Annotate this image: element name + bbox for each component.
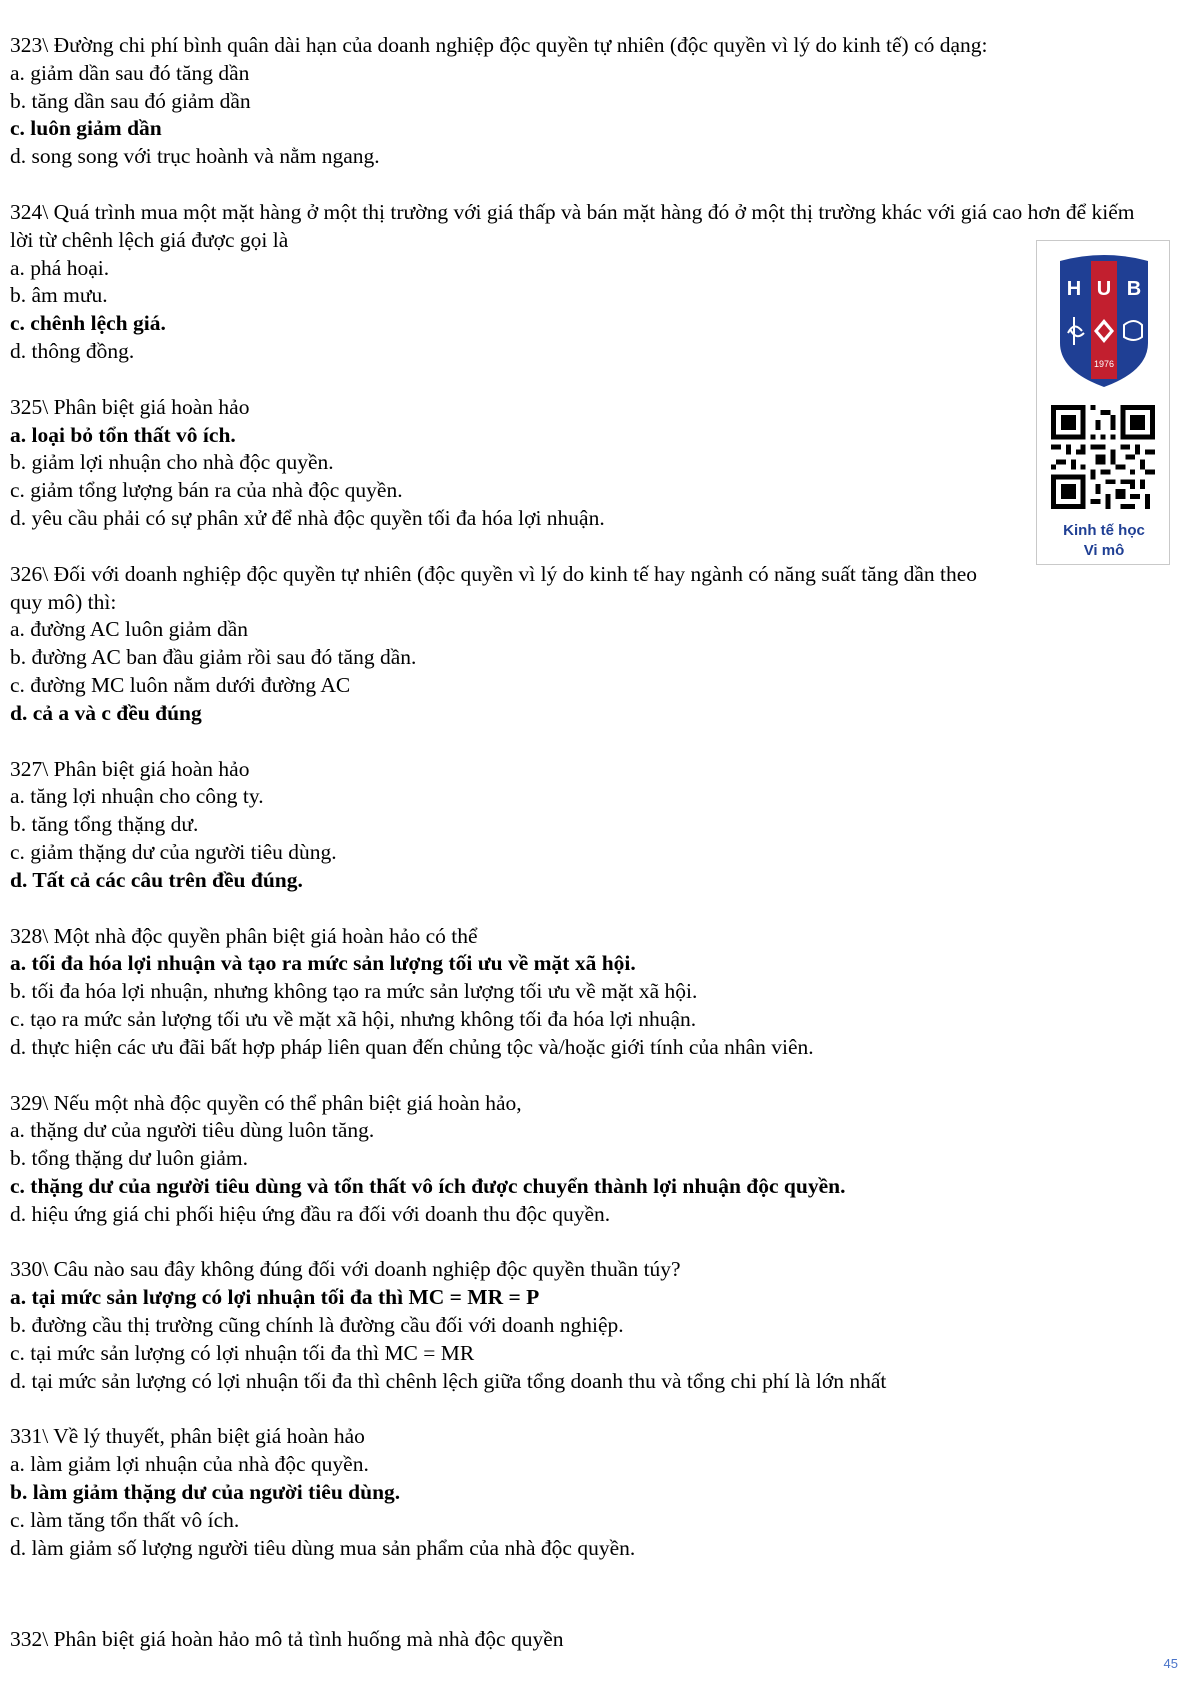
question-stem: 331\ Về lý thuyết, phân biệt giá hoàn hảo bbox=[10, 1424, 365, 1449]
answer-option-a-correct: a. loại bỏ tổn thất vô ích. bbox=[10, 422, 236, 447]
answer-option-a: a. đường AC luôn giảm dần bbox=[10, 617, 249, 642]
question-325 bbox=[10, 394, 1180, 533]
question-332 bbox=[10, 1626, 1180, 1654]
answer-option-c: c. tạo ra mức sản lượng tối ưu về mặt xã hội, nhưng không tối đa hóa lợi nhuận. bbox=[10, 1006, 697, 1031]
course-subject-label: Kinh tế học bbox=[1063, 522, 1145, 539]
question-stem: 329\ Nếu một nhà độc quyền có thể phân biệt giá hoàn hảo, bbox=[10, 1090, 522, 1115]
question-327 bbox=[10, 756, 1180, 895]
answer-option-d-correct: d. cả a và c đều đúng bbox=[10, 700, 202, 725]
answer-option-a: a. tăng lợi nhuận cho công ty. bbox=[10, 784, 264, 809]
question-stem: 324\ Quá trình mua một mặt hàng ở một thị trường với giá thấp và bán mặt hàng đó ở một thị trường khác với giá cao hơn để kiếm lời từ chênh lệch giá được gọi là bbox=[10, 199, 1135, 252]
qr-code bbox=[1051, 405, 1155, 509]
answer-option-b: b. tăng dần sau đó giảm dần bbox=[10, 88, 251, 113]
answer-option-d-correct: d. Tất cả các câu trên đều đúng. bbox=[10, 867, 303, 892]
hub-logo-shield bbox=[1056, 251, 1152, 391]
answer-option-a: a. thặng dư của người tiêu dùng luôn tăng. bbox=[10, 1118, 375, 1143]
answer-option-b: b. giảm lợi nhuận cho nhà độc quyền. bbox=[10, 450, 334, 475]
answer-option-a: a. phá hoại. bbox=[10, 255, 110, 280]
logo-letter-h: H bbox=[1066, 278, 1082, 300]
answer-option-b: b. đường cầu thị trường cũng chính là đường cầu đối với doanh nghiệp. bbox=[10, 1313, 624, 1338]
answer-option-d: d. song song với trục hoành và nằm ngang. bbox=[10, 144, 380, 169]
answer-option-c-correct: c. luôn giảm dần bbox=[10, 116, 162, 141]
answer-option-d: d. yêu cầu phải có sự phân xử để nhà độc quyền tối đa hóa lợi nhuận. bbox=[10, 505, 605, 530]
question-stem: 327\ Phân biệt giá hoàn hảo bbox=[10, 756, 250, 781]
question-stem: 323\ Đường chi phí bình quân dài hạn của doanh nghiệp độc quyền tự nhiên (độc quyền vì lý do kinh tế) có dạng: bbox=[10, 33, 988, 57]
question-stem: 328\ Một nhà độc quyền phân biệt giá hoàn hảo có thể bbox=[10, 923, 478, 948]
question-326 bbox=[10, 561, 1180, 728]
document-body bbox=[10, 32, 1180, 1682]
answer-option-d: d. làm giảm số lượng người tiêu dùng mua sản phẩm của nhà độc quyền. bbox=[10, 1535, 636, 1560]
logo-letter-u: U bbox=[1096, 278, 1112, 300]
question-324 bbox=[10, 199, 1180, 366]
answer-option-b-correct: b. làm giảm thặng dư của người tiêu dùng. bbox=[10, 1480, 401, 1505]
answer-option-c-correct: c. thặng dư của người tiêu dùng và tổn thất vô ích được chuyển thành lợi nhuận độc quyền. bbox=[10, 1173, 846, 1198]
answer-option-a-correct: a. tối đa hóa lợi nhuận và tạo ra mức sản lượng tối ưu về mặt xã hội. bbox=[10, 951, 636, 976]
answer-option-b: b. tổng thặng dư luôn giảm. bbox=[10, 1146, 248, 1171]
answer-option-b: b. tăng tổng thặng dư. bbox=[10, 812, 199, 837]
question-stem: 325\ Phân biệt giá hoàn hảo bbox=[10, 394, 250, 419]
question-323 bbox=[10, 32, 1180, 171]
answer-option-c: c. tại mức sản lượng có lợi nhuận tối đa thì MC = MR bbox=[10, 1340, 475, 1365]
answer-option-a-correct: a. tại mức sản lượng có lợi nhuận tối đa thì MC = MR = P bbox=[10, 1285, 540, 1310]
answer-option-c: c. giảm thặng dư của người tiêu dùng. bbox=[10, 839, 337, 864]
question-329 bbox=[10, 1090, 1180, 1229]
answer-option-c: c. làm tăng tổn thất vô ích. bbox=[10, 1507, 240, 1532]
question-stem: 332\ Phân biệt giá hoàn hảo mô tả tình huống mà nhà độc quyền bbox=[10, 1627, 564, 1652]
page-number: 45 bbox=[1163, 1656, 1178, 1671]
answer-option-d: d. thông đồng. bbox=[10, 338, 135, 363]
question-328 bbox=[10, 923, 1180, 1062]
course-branding-card bbox=[1036, 240, 1170, 565]
answer-option-b: b. đường AC ban đầu giảm rồi sau đó tăng dần. bbox=[10, 645, 417, 670]
answer-option-c-correct: c. chênh lệch giá. bbox=[10, 311, 166, 336]
question-stem: 330\ Câu nào sau đây không đúng đối với doanh nghiệp độc quyền thuần túy? bbox=[10, 1257, 681, 1282]
logo-year: 1976 bbox=[1093, 359, 1115, 369]
answer-option-d: d. hiệu ứng giá chi phối hiệu ứng đầu ra đối với doanh thu độc quyền. bbox=[10, 1201, 611, 1226]
course-level-label: Vi mô bbox=[1083, 542, 1125, 559]
answer-option-b: b. âm mưu. bbox=[10, 283, 108, 308]
answer-option-d: d. tại mức sản lượng có lợi nhuận tối đa thì chênh lệch giữa tổng doanh thu và tổng chi phí là lớn nhất bbox=[10, 1368, 887, 1393]
question-331 bbox=[10, 1423, 1180, 1562]
answer-option-b: b. tối đa hóa lợi nhuận, nhưng không tạo ra mức sản lượng tối ưu về mặt xã hội. bbox=[10, 979, 698, 1004]
answer-option-c: c. đường MC luôn nằm dưới đường AC bbox=[10, 672, 351, 697]
answer-option-a: a. làm giảm lợi nhuận của nhà độc quyền. bbox=[10, 1452, 369, 1477]
answer-option-a: a. giảm dần sau đó tăng dần bbox=[10, 60, 250, 85]
answer-option-d: d. thực hiện các ưu đãi bất hợp pháp liên quan đến chủng tộc và/hoặc giới tính của nhân viên. bbox=[10, 1034, 814, 1059]
question-330 bbox=[10, 1256, 1180, 1395]
logo-letter-b: B bbox=[1126, 278, 1142, 300]
answer-option-c: c. giảm tổng lượng bán ra của nhà độc quyền. bbox=[10, 478, 403, 503]
question-stem: 326\ Đối với doanh nghiệp độc quyền tự nhiên (độc quyền vì lý do kinh tế hay ngành có năng suất tăng dần theo quy mô) thì: bbox=[10, 561, 978, 614]
